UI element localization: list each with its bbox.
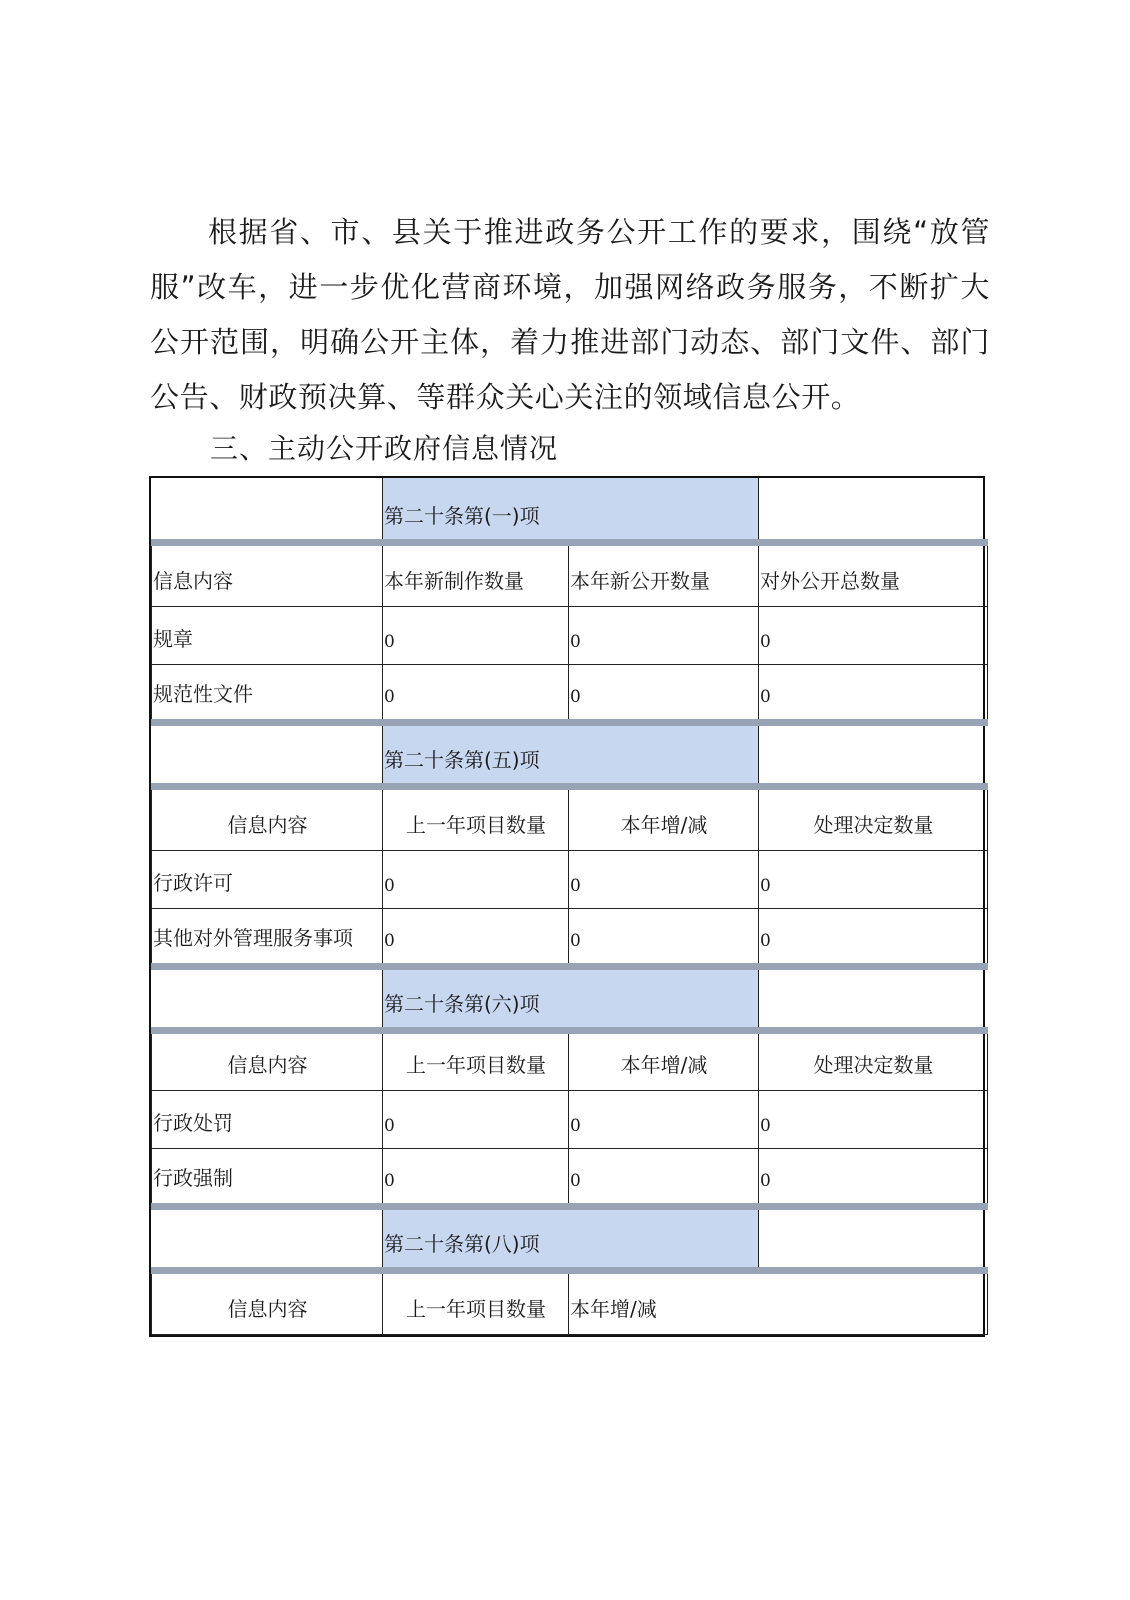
- cell-value: 0: [569, 908, 759, 966]
- column-header: 信息内容: [152, 1030, 383, 1090]
- row-label: 其他对外管理服务事项: [152, 908, 383, 966]
- intro-paragraph: 根据省、市、县关于推进政务公开工作的要求，围绕“放管服”改车，进一步优化营商环境，加强网络政务服务，不断扩大公开范围，明确公开主体，着力推进部门动态、部门文件、部门公告、财政预决算、等群众关心关注的领域信息公开。: [150, 215, 990, 414]
- row-label: 行政强制: [152, 1148, 383, 1206]
- column-header: 上一年项目数量: [383, 786, 569, 850]
- row-label: 行政处罚: [152, 1090, 383, 1148]
- column-header: 信息内容: [152, 786, 383, 850]
- row-label: 规章: [152, 606, 383, 664]
- column-header: 处理决定数量: [759, 1030, 988, 1090]
- cell-value: 0: [759, 1148, 988, 1206]
- cell-value: 0: [569, 1148, 759, 1206]
- table-row: [152, 1090, 988, 1148]
- header-row: [152, 542, 988, 606]
- header-row: [152, 786, 988, 850]
- column-header: 对外公开总数量: [759, 542, 988, 606]
- column-header: 处理决定数量: [759, 786, 988, 850]
- section-heading: 三、主动公开政府信息情况: [210, 432, 559, 465]
- block-title-row: [152, 722, 988, 786]
- cell-value: 0: [569, 664, 759, 722]
- table-row: [152, 664, 988, 722]
- block-title: 第二十条第(六)项: [383, 966, 759, 1030]
- block-title: 第二十条第(五)项: [383, 722, 759, 786]
- column-header: 信息内容: [152, 542, 383, 606]
- column-header: 信息内容: [152, 1270, 383, 1334]
- cell-value: 0: [759, 664, 988, 722]
- cell-value: 0: [383, 664, 569, 722]
- column-header: 上一年项目数量: [383, 1270, 569, 1334]
- row-label: 规范性文件: [152, 664, 383, 722]
- column-header: 本年增/减: [569, 1030, 759, 1090]
- header-row: [152, 1270, 988, 1334]
- cell-value: 0: [569, 606, 759, 664]
- table-row: [152, 908, 988, 966]
- column-header: 本年增/减: [569, 1270, 988, 1334]
- disclosure-table: [149, 476, 985, 1337]
- column-header: 本年增/减: [569, 786, 759, 850]
- block-title-row: [152, 478, 988, 542]
- cell-value: 0: [569, 850, 759, 908]
- header-row: [152, 1030, 988, 1090]
- block-title-row: [152, 966, 988, 1030]
- block-title: 第二十条第(一)项: [383, 478, 759, 542]
- column-header: 上一年项目数量: [383, 1030, 569, 1090]
- cell-value: 0: [759, 1090, 988, 1148]
- table-row: [152, 1148, 988, 1206]
- column-header: 本年新制作数量: [383, 542, 569, 606]
- block-title: 第二十条第(八)项: [383, 1206, 759, 1270]
- cell-value: 0: [383, 850, 569, 908]
- cell-value: 0: [383, 908, 569, 966]
- cell-value: 0: [383, 1090, 569, 1148]
- cell-value: 0: [569, 1090, 759, 1148]
- cell-value: 0: [383, 1148, 569, 1206]
- cell-value: 0: [759, 908, 988, 966]
- table-row: [152, 850, 988, 908]
- block-title-row: [152, 1206, 988, 1270]
- cell-value: 0: [759, 850, 988, 908]
- column-header: 本年新公开数量: [569, 542, 759, 606]
- row-label: 行政许可: [152, 850, 383, 908]
- table-row: [152, 606, 988, 664]
- cell-value: 0: [383, 606, 569, 664]
- cell-value: 0: [759, 606, 988, 664]
